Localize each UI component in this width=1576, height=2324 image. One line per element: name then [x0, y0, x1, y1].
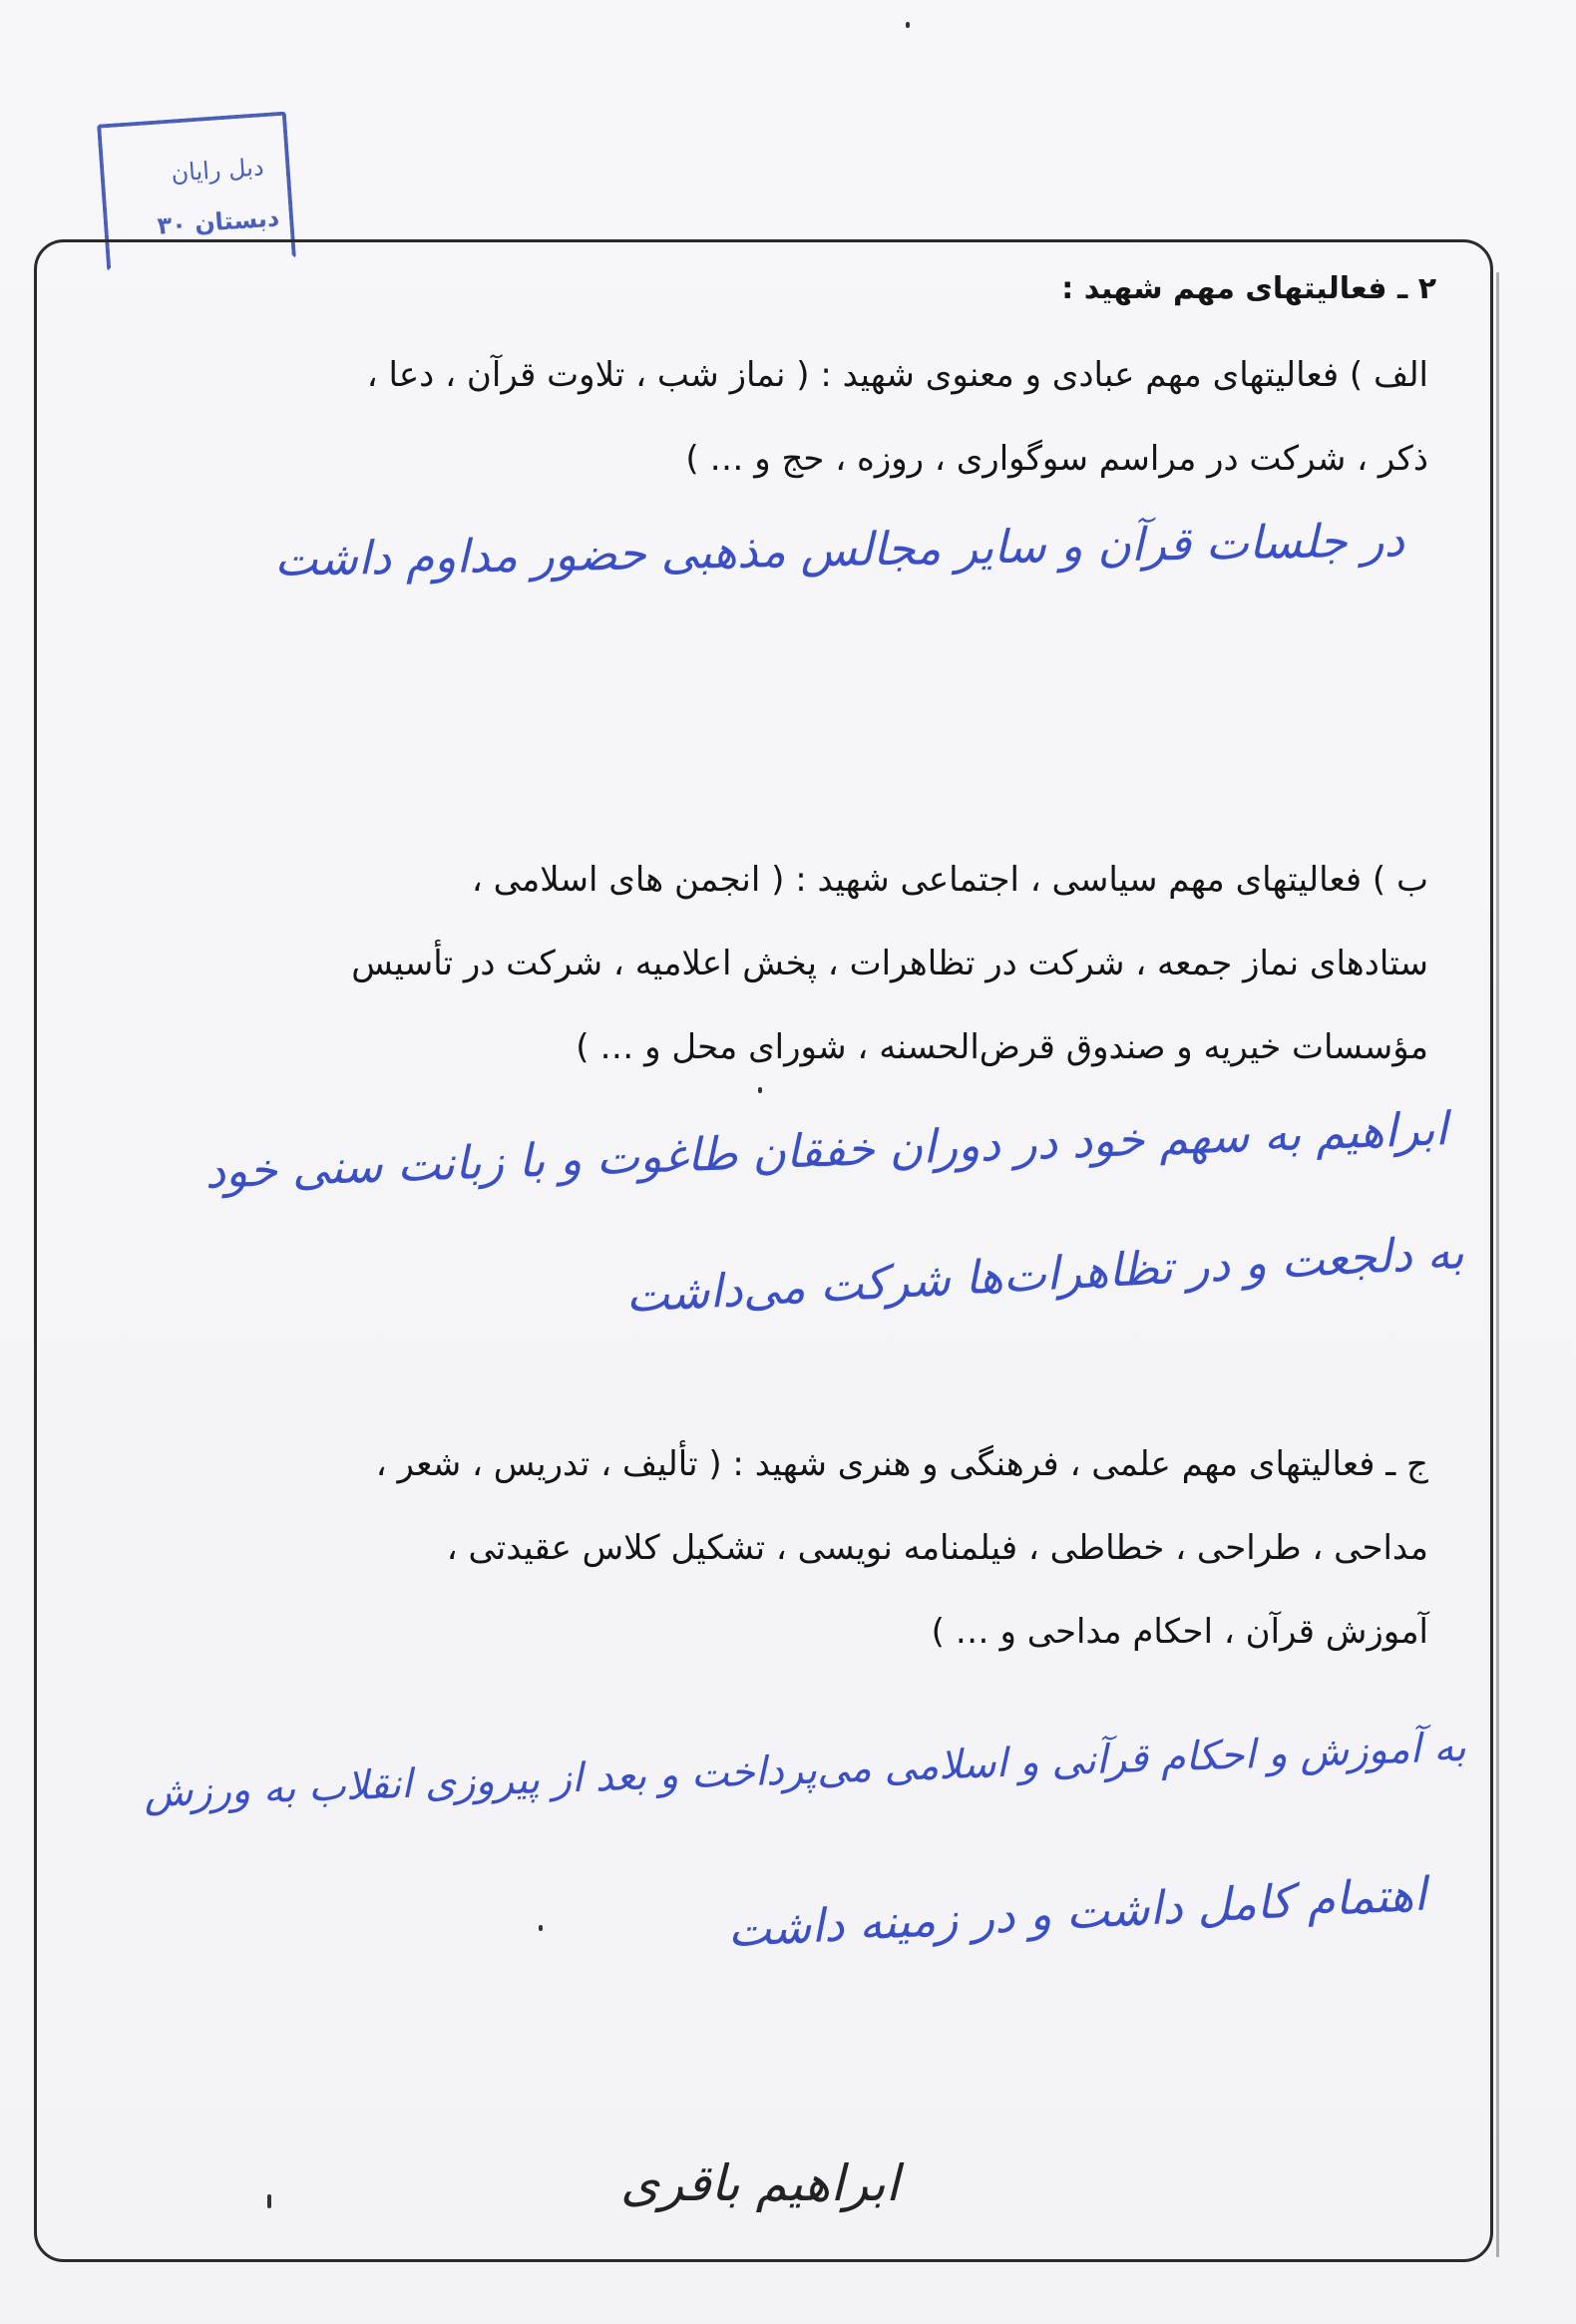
- speck: [906, 22, 910, 28]
- section-b-handwritten-1: ابراهیم به سهم خود در دوران خفقان طاغوت و با زبانت سنی خود: [203, 1101, 1449, 1199]
- speck: [539, 1925, 543, 1931]
- section-a-handwritten: در جلسات قرآن و سایر مجالس مذهبی حضور مداوم داشت: [273, 513, 1405, 586]
- signature: ابراهیم باقری: [620, 2154, 900, 2212]
- section-heading: ۲ ـ فعالیتهای مهم شهید :: [1061, 271, 1436, 306]
- section-a-line-2: ذکر ، شرکت در مراسم سوگواری ، روزه ، حج و … ): [685, 439, 1428, 479]
- section-b-handwritten-2: به دلجعت و در تظاهرات‌ها شرکت می‌داشت: [623, 1225, 1465, 1323]
- section-b-line-3: مؤسسات خیریه و صندوق قرض‌الحسنه ، شورای محل و … ): [576, 1027, 1428, 1067]
- speck: [267, 2194, 271, 2208]
- stamp-line-2: دبستان ۳۰: [156, 203, 281, 240]
- section-b-line-2: ستادهای نماز جمعه ، شرکت در تظاهرات ، پخش اعلامیه ، شرکت در تأسیس: [351, 944, 1428, 983]
- section-a-line-1: الف ) فعالیتهای مهم عبادی و معنوی شهید : ( نماز شب ، تلاوت قرآن ، دعا ،: [366, 355, 1428, 395]
- section-c-line-2: مداحی ، طراحی ، خطاطی ، فیلمنامه نویسی ، تشکیل کلاس عقیدتی ،: [446, 1528, 1428, 1568]
- speck: [758, 1087, 762, 1093]
- section-c-line-1: ج ـ فعالیتهای مهم علمی ، فرهنگی و هنری شهید : ( تألیف ، تدریس ، شعر ،: [375, 1444, 1428, 1484]
- section-c-line-3: آموزش قرآن ، احکام مداحی و … ): [931, 1612, 1428, 1652]
- section-c-handwritten-2: اهتمام کامل داشت و در زمینه داشت: [725, 1866, 1427, 1958]
- stamp-line-1: دبل رايان: [170, 153, 265, 188]
- section-c-handwritten-1: به آموزش و احکام قرآنی و اسلامی می‌پرداخت و بعد از پیروزی انقلاب به ورزش: [143, 1724, 1467, 1817]
- section-b-line-1: ب ) فعالیتهای مهم سیاسی ، اجتماعی شهید : ( انجمن های اسلامی ،: [471, 860, 1428, 900]
